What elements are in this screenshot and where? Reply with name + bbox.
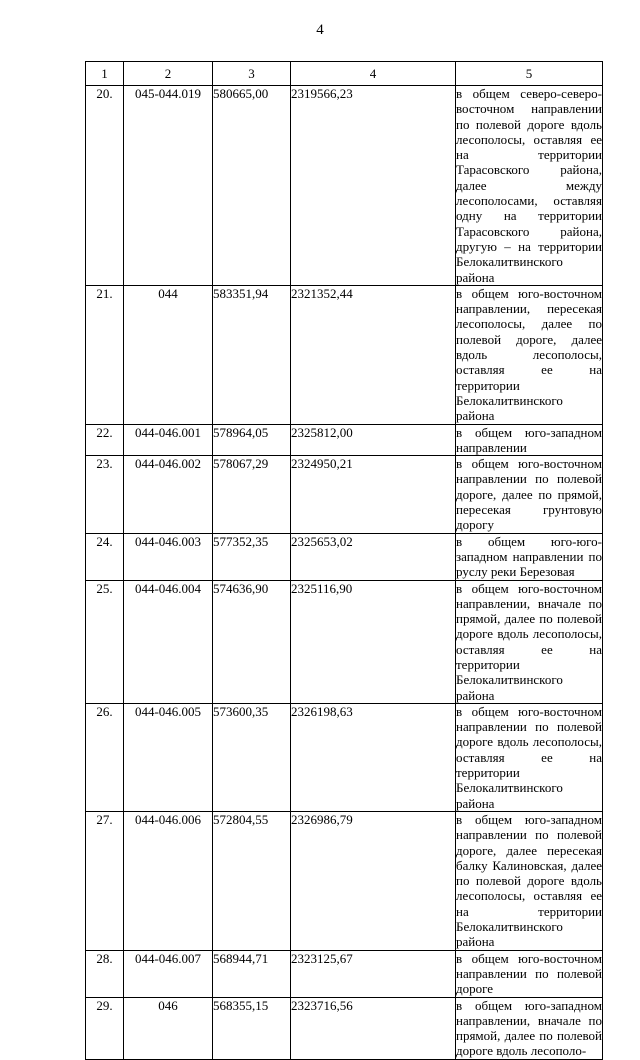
y-coordinate: 2326198,63 (291, 703, 456, 811)
x-coordinate: 568944,71 (213, 950, 291, 997)
y-coordinate: 2323125,67 (291, 950, 456, 997)
row-number: 22. (86, 424, 124, 456)
table-row (86, 997, 603, 1059)
x-coordinate: 583351,94 (213, 285, 291, 424)
row-number: 27. (86, 811, 124, 950)
point-id: 044-046.004 (124, 580, 213, 703)
x-coordinate: 568355,15 (213, 997, 291, 1059)
page-number: 4 (316, 22, 324, 38)
boundary-description: в общем юго-западном направлении по полевой дороге, далее пересекая балку Калиновская, далее по полевой дороге вдоль лесополосы, оставляя ее на территории Белокалитвинского района (456, 811, 602, 950)
table-row (86, 86, 603, 286)
row-number: 23. (86, 456, 124, 533)
point-id: 044-046.005 (124, 703, 213, 811)
y-coordinate: 2323716,56 (291, 997, 456, 1059)
boundary-description: в общем юго-восточном направлении по полевой дороге (456, 950, 602, 997)
point-id: 045-044.019 (124, 86, 213, 286)
table-row (86, 424, 603, 456)
header-row (86, 62, 603, 86)
table-row (86, 950, 603, 997)
boundary-description: в общем юго-восточном направлении, пересекая лесополосы, далее по полевой дороге, далее вдоль лесополосы, оставляя ее на территории Белокалитвинского района (456, 285, 602, 424)
row-number: 26. (86, 703, 124, 811)
x-coordinate: 572804,55 (213, 811, 291, 950)
point-id: 044-046.007 (124, 950, 213, 997)
table-row (86, 811, 603, 950)
table-row (86, 456, 603, 533)
y-coordinate: 2321352,44 (291, 285, 456, 424)
boundary-description: в общем юго-юго-западном направлении по руслу реки Березовая (456, 533, 602, 580)
row-number: 29. (86, 997, 124, 1059)
row-number: 25. (86, 580, 124, 703)
y-coordinate: 2325116,90 (291, 580, 456, 703)
x-coordinate: 577352,35 (213, 533, 291, 580)
table-row (86, 533, 603, 580)
column-header-1: 1 (86, 62, 124, 86)
boundary-description: в общем юго-восточном направлении по полевой дороге вдоль лесополосы, оставляя ее на территории Белокалитвинского района (456, 703, 602, 811)
point-id: 044-046.003 (124, 533, 213, 580)
y-coordinate: 2324950,21 (291, 456, 456, 533)
x-coordinate: 580665,00 (213, 86, 291, 286)
column-header-4: 4 (291, 62, 456, 86)
point-id: 044-046.006 (124, 811, 213, 950)
row-number: 21. (86, 285, 124, 424)
row-number: 24. (86, 533, 124, 580)
boundary-description: в общем юго-западном направлении, вначале по прямой, далее по полевой дороге вдоль лесополо- (456, 997, 602, 1059)
x-coordinate: 578067,29 (213, 456, 291, 533)
boundary-description: в общем юго-восточном направлении, вначале по прямой, далее по полевой дороге вдоль лесополосы, оставляя ее на территории Белокалитвинского района (456, 580, 602, 703)
x-coordinate: 574636,90 (213, 580, 291, 703)
table-row (86, 285, 603, 424)
y-coordinate: 2326986,79 (291, 811, 456, 950)
point-id: 044 (124, 285, 213, 424)
boundary-description: в общем северо-северо-восточном направлении по полевой дороге вдоль лесополосы, оставляя ее на территории Тарасовского района, далее между лесополосами, оставляя одну на территории Тарасовского района, другую – на территории Белокалитвинского района (456, 86, 602, 285)
point-id: 044-046.001 (124, 424, 213, 456)
point-id: 046 (124, 997, 213, 1059)
y-coordinate: 2325653,02 (291, 533, 456, 580)
row-number: 28. (86, 950, 124, 997)
x-coordinate: 573600,35 (213, 703, 291, 811)
y-coordinate: 2319566,23 (291, 86, 456, 286)
boundary-description: в общем юго-западном направлении (456, 424, 602, 455)
table-row (86, 703, 603, 811)
table-row (86, 580, 603, 703)
column-header-5: 5 (456, 62, 603, 86)
column-header-2: 2 (124, 62, 213, 86)
boundary-table (85, 61, 603, 1060)
column-header-3: 3 (213, 62, 291, 86)
x-coordinate: 578964,05 (213, 424, 291, 456)
boundary-description: в общем юго-восточном направлении по полевой дороге, далее по прямой, пересекая грунтовую дорогу (456, 456, 602, 533)
row-number: 20. (86, 86, 124, 286)
point-id: 044-046.002 (124, 456, 213, 533)
y-coordinate: 2325812,00 (291, 424, 456, 456)
